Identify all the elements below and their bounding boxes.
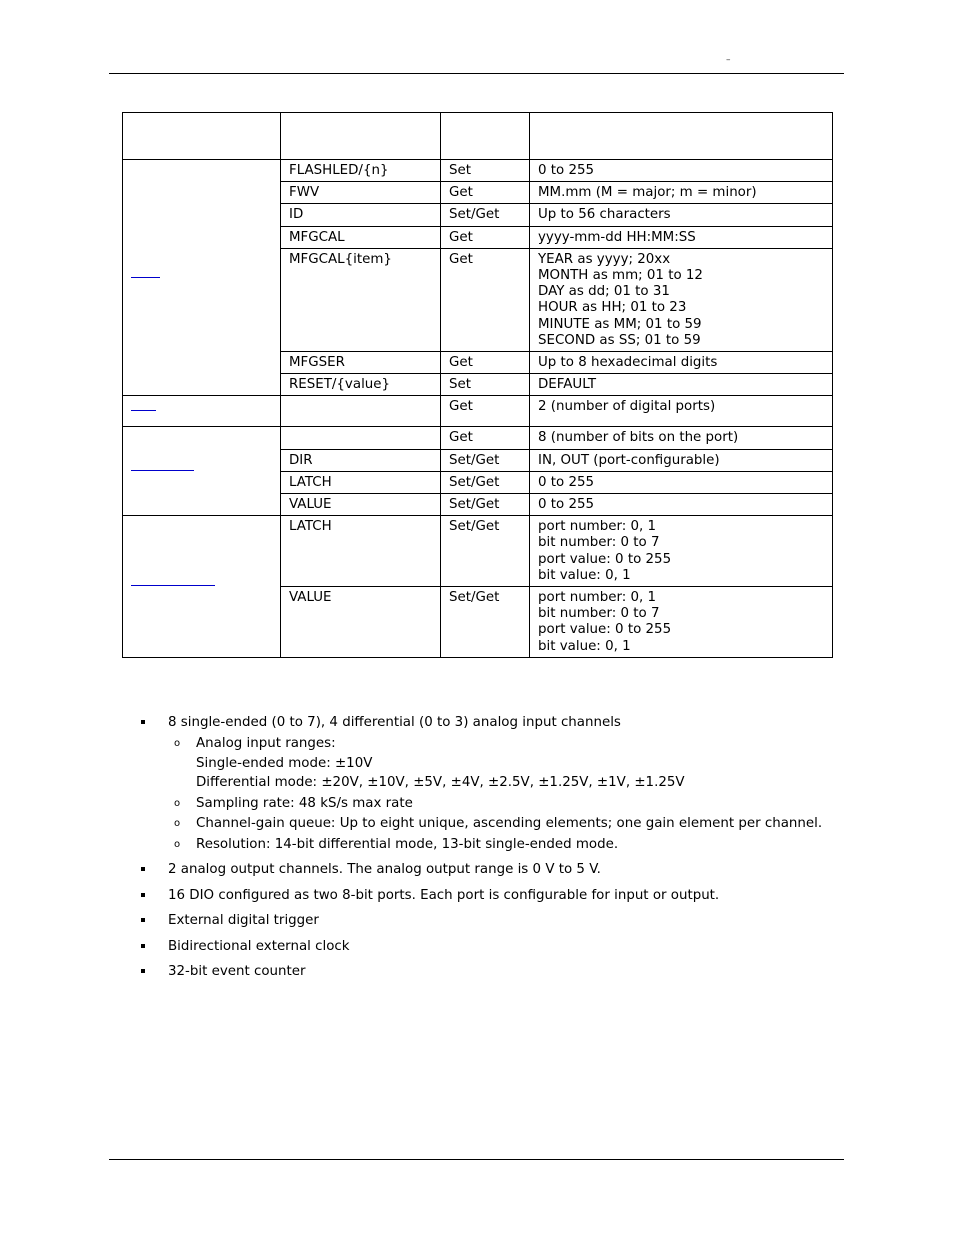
header-cell-value (530, 113, 833, 160)
feature-trigger: External digital trigger (168, 913, 319, 928)
access-cell: Get (441, 427, 530, 449)
list-item (140, 887, 840, 904)
component-cell-dev (123, 160, 281, 396)
analog-input-sublist (168, 735, 840, 853)
component-cell-dio-port (123, 427, 281, 516)
feature-analog-inputs: 8 single-ended (0 to 7), 4 differential (0 to 3) analog input channels (168, 715, 621, 730)
sampling-rate: Sampling rate: 48 kS/s max rate (196, 795, 413, 811)
value-cell: yyyy-mm-dd HH:MM:SS (530, 226, 833, 248)
table-row (123, 427, 833, 449)
value-cell: Up to 8 hexadecimal digits (530, 352, 833, 374)
single-ended-range: Single-ended mode: ±10V (196, 756, 373, 771)
table-header-row (123, 113, 833, 160)
differential-range: Differential mode: ±20V, ±10V, ±5V, ±4V, ±2.5V, ±1.25V, ±1V, ±1.25V (196, 775, 685, 790)
component-cell-dio (123, 396, 281, 427)
access-cell: Get (441, 396, 530, 427)
component-link-dio[interactable] (131, 403, 156, 418)
access-cell: Set (441, 374, 530, 396)
list-item (168, 795, 840, 812)
channel-gain-queue: Channel-gain queue: Up to eight unique, ascending elements; one gain element per channel. (196, 816, 823, 831)
access-cell: Set/Get (441, 204, 530, 226)
value-cell: YEAR as yyyy; 20xx MONTH as mm; 01 to 12 DAY as dd; 01 to 31 HOUR as HH; 01 to 23 MINUTE as MM; 01 to 59 SECOND as SS; 01 to 59 (530, 248, 833, 351)
access-cell: Get (441, 248, 530, 351)
table-row (123, 516, 833, 587)
property-cell: FLASHLED/{n} (281, 160, 441, 182)
list-item (140, 714, 840, 853)
access-cell: Get (441, 226, 530, 248)
access-cell: Set/Get (441, 471, 530, 493)
component-link-dio-bit[interactable] (131, 579, 215, 594)
property-cell: MFGSER (281, 352, 441, 374)
list-item (168, 735, 840, 791)
value-cell: 0 to 255 (530, 160, 833, 182)
list-item (140, 938, 840, 955)
property-cell: DIR (281, 449, 441, 471)
value-cell: DEFAULT (530, 374, 833, 396)
footer-rule (109, 1159, 844, 1160)
access-cell: Set/Get (441, 587, 530, 658)
feature-clock: Bidirectional external clock (168, 938, 350, 954)
component-cell-dio-bit (123, 516, 281, 658)
property-cell (281, 396, 441, 427)
property-cell: RESET/{value} (281, 374, 441, 396)
property-cell: VALUE (281, 587, 441, 658)
property-cell: VALUE (281, 494, 441, 516)
property-cell: ID (281, 204, 441, 226)
value-cell: MM.mm (M = major; m = minor) (530, 182, 833, 204)
value-cell: 0 to 255 (530, 494, 833, 516)
access-cell: Set (441, 160, 530, 182)
value-cell: 8 (number of bits on the port) (530, 427, 833, 449)
value-cell: IN, OUT (port-configurable) (530, 449, 833, 471)
access-cell: Get (441, 182, 530, 204)
list-item (140, 912, 840, 929)
header-cell-property (281, 113, 441, 160)
feature-analog-outputs: 2 analog output channels. The analog output range is 0 V to 5 V. (168, 862, 601, 877)
feature-counter: 32-bit event counter (168, 964, 306, 979)
value-cell: 0 to 255 (530, 471, 833, 493)
list-item (168, 815, 840, 832)
value-cell: Up to 56 characters (530, 204, 833, 226)
header-cell-access (441, 113, 530, 160)
property-cell: LATCH (281, 516, 441, 587)
component-property-table (122, 112, 833, 658)
access-cell: Set/Get (441, 494, 530, 516)
value-cell: port number: 0, 1 bit number: 0 to 7 port value: 0 to 255 bit value: 0, 1 (530, 516, 833, 587)
property-cell: FWV (281, 182, 441, 204)
property-cell: LATCH (281, 471, 441, 493)
value-cell: 2 (number of digital ports) (530, 396, 833, 427)
table-row (123, 396, 833, 427)
property-cell (281, 427, 441, 449)
property-cell: MFGCAL (281, 226, 441, 248)
access-cell: Get (441, 352, 530, 374)
feature-dio: 16 DIO configured as two 8-bit ports. Each port is configurable for input or output. (168, 887, 720, 903)
value-cell: port number: 0, 1 bit number: 0 to 7 port value: 0 to 255 bit value: 0, 1 (530, 587, 833, 658)
feature-list (140, 714, 840, 989)
analog-input-ranges: o Analog input ranges: (196, 736, 336, 751)
component-link-dev[interactable] (131, 270, 160, 285)
access-cell: Set/Get (441, 516, 530, 587)
header-rule (109, 73, 844, 74)
component-link-dio-port[interactable] (131, 464, 194, 479)
property-cell: MFGCAL{item} (281, 248, 441, 351)
resolution: Resolution: 14-bit differential mode, 13-bit single-ended mode. (196, 836, 619, 852)
table-row (123, 160, 833, 182)
list-item (168, 836, 840, 853)
access-cell: Set/Get (441, 449, 530, 471)
list-item (140, 963, 840, 980)
header-mark: – (726, 55, 731, 65)
list-item (140, 861, 840, 878)
header-cell-component (123, 113, 281, 160)
